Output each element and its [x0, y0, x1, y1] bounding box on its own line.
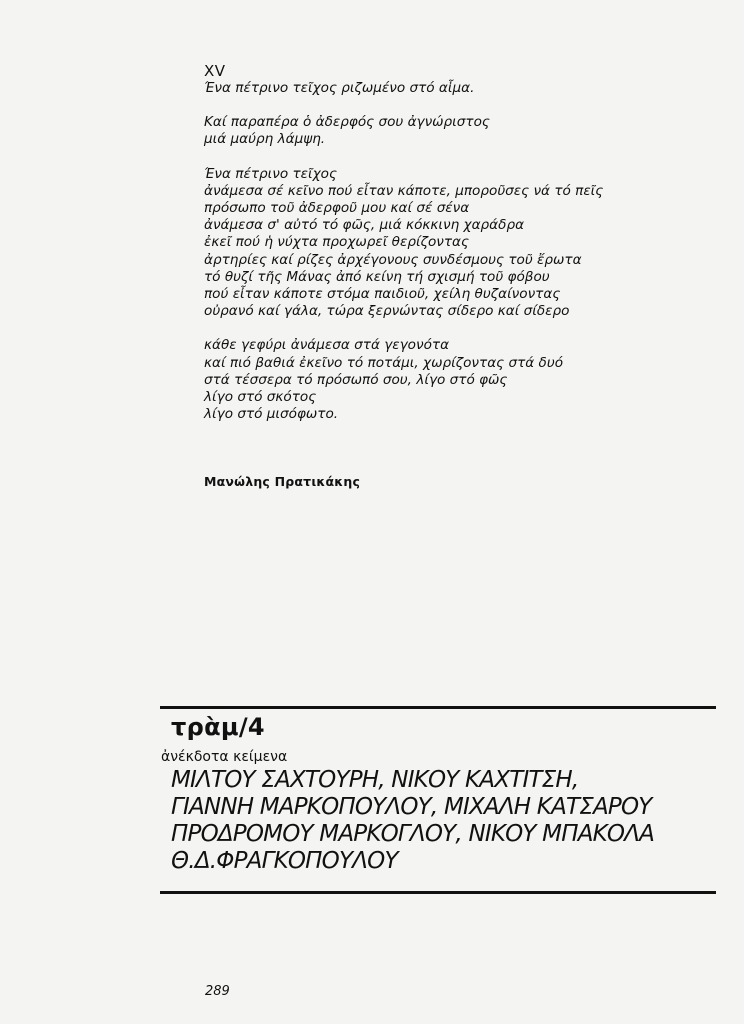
- poem-line: τό θυζί τῆς Μάνας ἀπό κείνη τή σχισμή τοῦ φόβου: [204, 268, 550, 285]
- poem-line: στά τέσσερα τό πρόσωπό σου, λίγο στό φῶς: [204, 371, 508, 388]
- poem-number: XV: [204, 62, 226, 80]
- advert-bottom-rule: [160, 891, 716, 894]
- advert-author-line: ΓΙΑΝΝΗ ΜΑΡΚΟΠΟΥΛΟΥ, ΜΙΧΑΛΗ ΚΑΤΣΑΡΟΥ: [171, 794, 652, 820]
- poem-line: πρόσωπο τοῦ ἀδερφοῦ μου καί σέ σένα: [204, 200, 470, 217]
- poem-line: λίγο στό σκότος: [204, 389, 317, 406]
- stanza-3: [204, 166, 724, 321]
- advert-author-line: ΠΡΟΔΡΟΜΟΥ ΜΑΡΚΟΓΛΟΥ, ΝΙΚΟΥ ΜΠΑΚΟΛΑ: [171, 821, 655, 847]
- advert-top-rule: [160, 706, 716, 709]
- poem-line: λίγο στό μισόφωτο.: [204, 406, 339, 423]
- advert-author-list: [171, 767, 716, 875]
- advert-author-line: Θ.Δ.ΦΡΑΓΚΟΠΟΥΛΟΥ: [171, 848, 398, 874]
- advert-author-line: ΜΙΛΤΟΥ ΣΑΧΤΟΥΡΗ, ΝΙΚΟΥ ΚΑΧΤΙΤΣΗ,: [171, 767, 579, 793]
- poem-line: ἀρτηρίες καί ρίζες ἀρχέγονους συνδέσμους τοῦ ἔρωτα: [204, 251, 582, 268]
- poem-line: ἐκεῖ πού ἡ νύχτα προχωρεῖ θερίζοντας: [204, 234, 469, 251]
- poem-line: Ένα πέτρινο τεῖχος ριζωμένο στό αἷμα.: [204, 80, 475, 96]
- poem-line: ἀνάμεσα σέ κεῖνο πού εἶταν κάποτε, μποροῦσες νά τό πεῖς: [204, 182, 604, 199]
- stanza-2: [204, 114, 724, 148]
- poem-line: πού εἶταν κάποτε στόμα παιδιοῦ, χείλη θυζαίνοντας: [204, 286, 561, 303]
- poem-author: Μανώλης Πρατικάκης: [204, 474, 361, 489]
- poem-line: Ένα πέτρινο τεῖχος: [204, 165, 337, 182]
- page-number: 289: [205, 984, 230, 999]
- poem-line: μιά μαύρη λάμψη.: [204, 131, 326, 148]
- poem-line: Καί παραπέρα ὁ ἀδερφός σου ἀγνώριστος: [204, 114, 490, 131]
- poem: [204, 62, 724, 440]
- advert-subtitle: ἀνέκδοτα κείμενα: [161, 749, 288, 765]
- advert-title: τρὰμ/4: [171, 713, 265, 741]
- stanza-1: [204, 80, 724, 97]
- stanza-4: [204, 337, 724, 423]
- poem-line: ἀνάμεσα σ' αὐτό τό φῶς, μιά κόκκινη χαράδρα: [204, 217, 525, 234]
- poem-line: οὐρανό καί γάλα, τώρα ξερνώντας σίδερο καί σίδερο: [204, 303, 570, 320]
- poem-line: καί πιό βαθιά ἐκεῖνο τό ποτάμι, χωρίζοντας στά δυό: [204, 354, 564, 371]
- poem-line: κάθε γεφύρι ἀνάμεσα στά γεγονότα: [204, 337, 450, 354]
